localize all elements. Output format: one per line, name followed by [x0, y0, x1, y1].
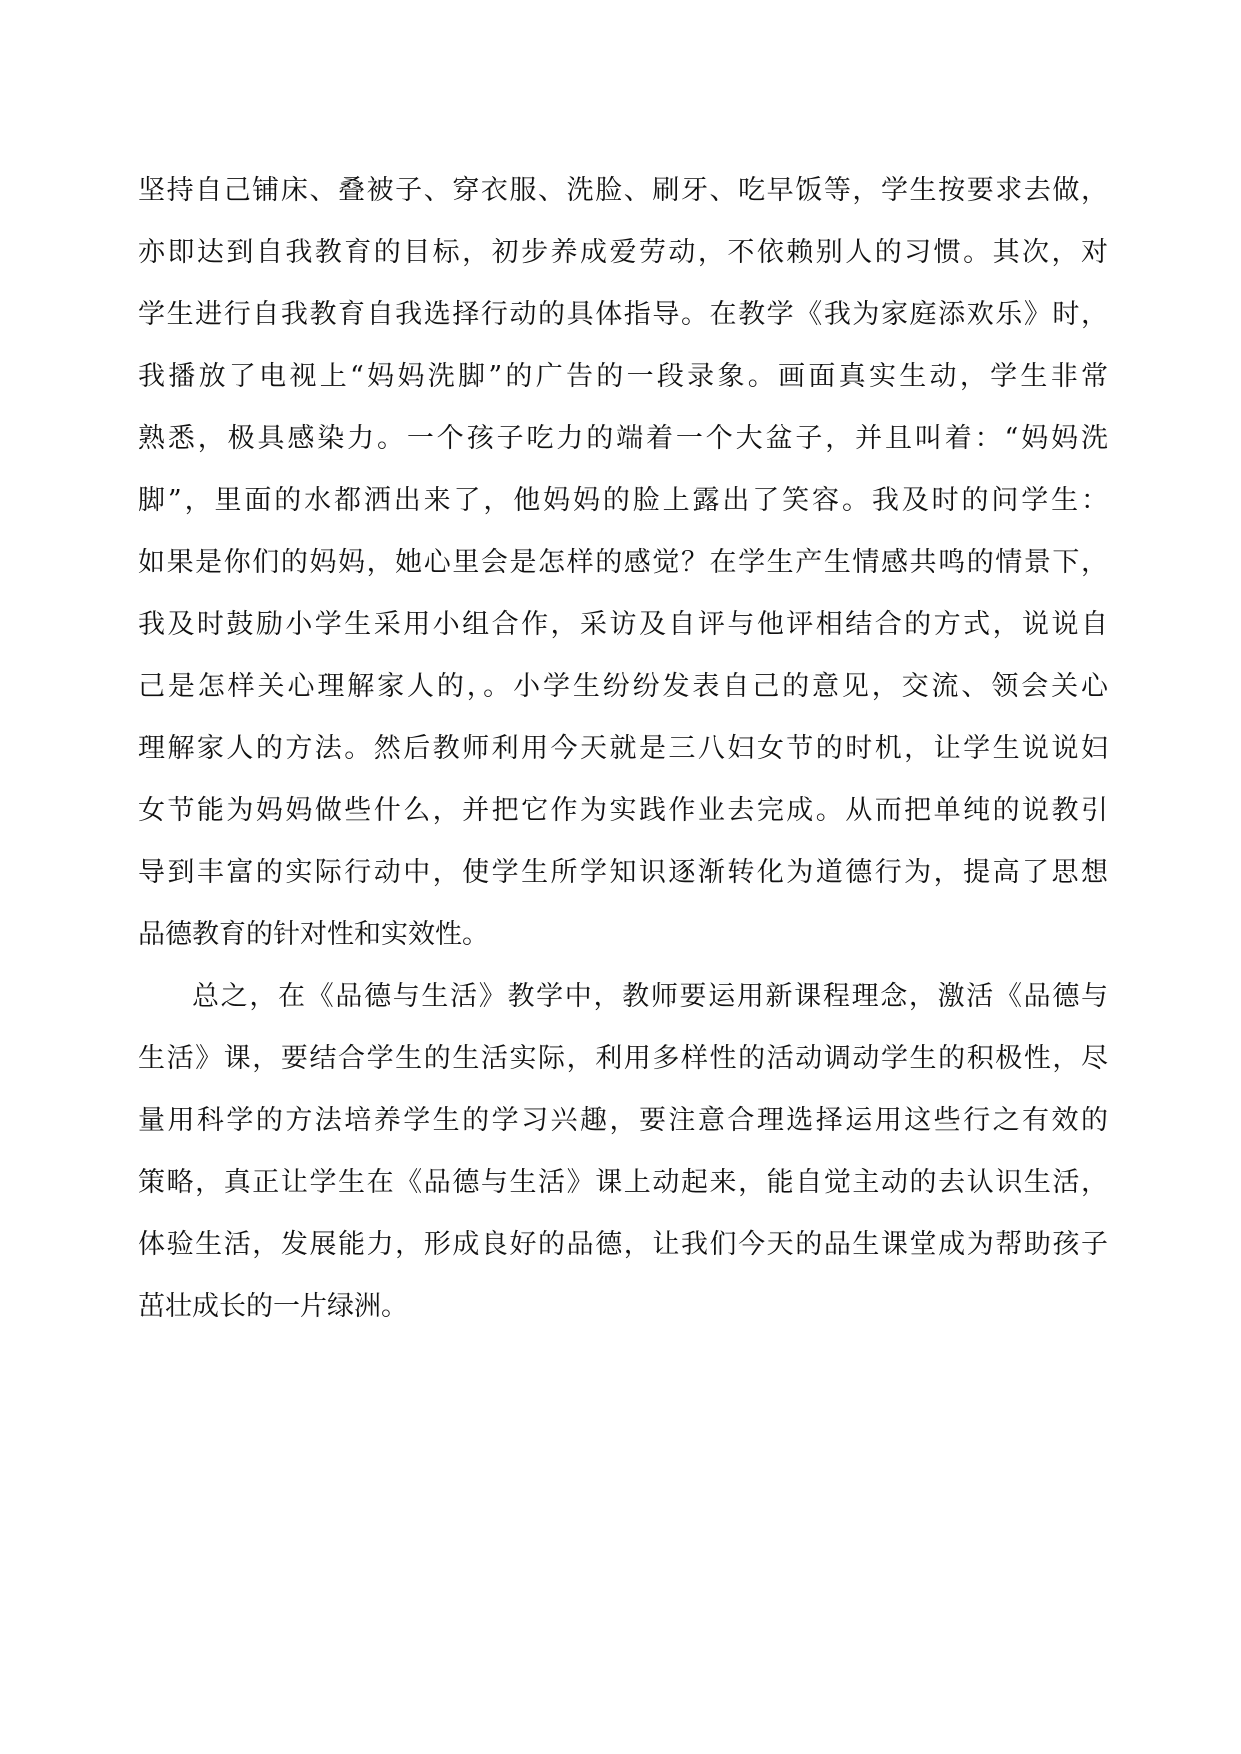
- text-line: 理解家人的方法。然后教师利用今天就是三八妇女节的时机，让学生说说妇: [138, 733, 1108, 764]
- text-line: 我播放了电视上“妈妈洗脚”的广告的一段录象。画面真实生动，学生非常: [138, 361, 1108, 392]
- text-line: 如果是你们的妈妈，她心里会是怎样的感觉？在学生产生情感共鸣的情景下，: [138, 547, 1108, 578]
- text-line: 我及时鼓励小学生采用小组合作，采访及自评与他评相结合的方式，说说自: [138, 609, 1108, 640]
- text-line: 坚持自己铺床、叠被子、穿衣服、洗脸、刷牙、吃早饭等，学生按要求去做，: [138, 175, 1108, 206]
- body-text: [138, 160, 1108, 1338]
- paragraph-1: [138, 160, 1108, 966]
- text-line: 生活》课，要结合学生的生活实际，利用多样性的活动调动学生的积极性，尽: [138, 1043, 1108, 1074]
- text-line: 茁壮成长的一片绿洲。: [138, 1291, 408, 1322]
- text-line: 导到丰富的实际行动中，使学生所学知识逐渐转化为道德行为，提高了思想: [138, 857, 1108, 888]
- text-line: 学生进行自我教育自我选择行动的具体指导。在教学《我为家庭添欢乐》时，: [138, 299, 1108, 330]
- text-line: 总之，在《品德与生活》教学中，教师要运用新课程理念，激活《品德与: [192, 981, 1108, 1012]
- text-line: 亦即达到自我教育的目标，初步养成爱劳动，不依赖别人的习惯。其次，对: [138, 237, 1108, 268]
- text-line: 己是怎样关心理解家人的，。小学生纷纷发表自己的意见，交流、领会关心: [138, 671, 1108, 702]
- text-line: 脚”，里面的水都洒出来了，他妈妈的脸上露出了笑容。我及时的问学生：: [138, 485, 1108, 516]
- text-line: 品德教育的针对性和实效性。: [138, 919, 489, 950]
- paragraph-2: [138, 966, 1108, 1338]
- text-line: 女节能为妈妈做些什么，并把它作为实践作业去完成。从而把单纯的说教引: [138, 795, 1108, 826]
- text-line: 量用科学的方法培养学生的学习兴趣，要注意合理选择运用这些行之有效的: [138, 1105, 1108, 1136]
- text-line: 策略，真正让学生在《品德与生活》课上动起来，能自觉主动的去认识生活，: [138, 1167, 1108, 1198]
- text-line: 体验生活，发展能力，形成良好的品德，让我们今天的品生课堂成为帮助孩子: [138, 1229, 1108, 1260]
- text-line: 熟悉，极具感染力。一个孩子吃力的端着一个大盆子，并且叫着：“妈妈洗: [138, 423, 1108, 454]
